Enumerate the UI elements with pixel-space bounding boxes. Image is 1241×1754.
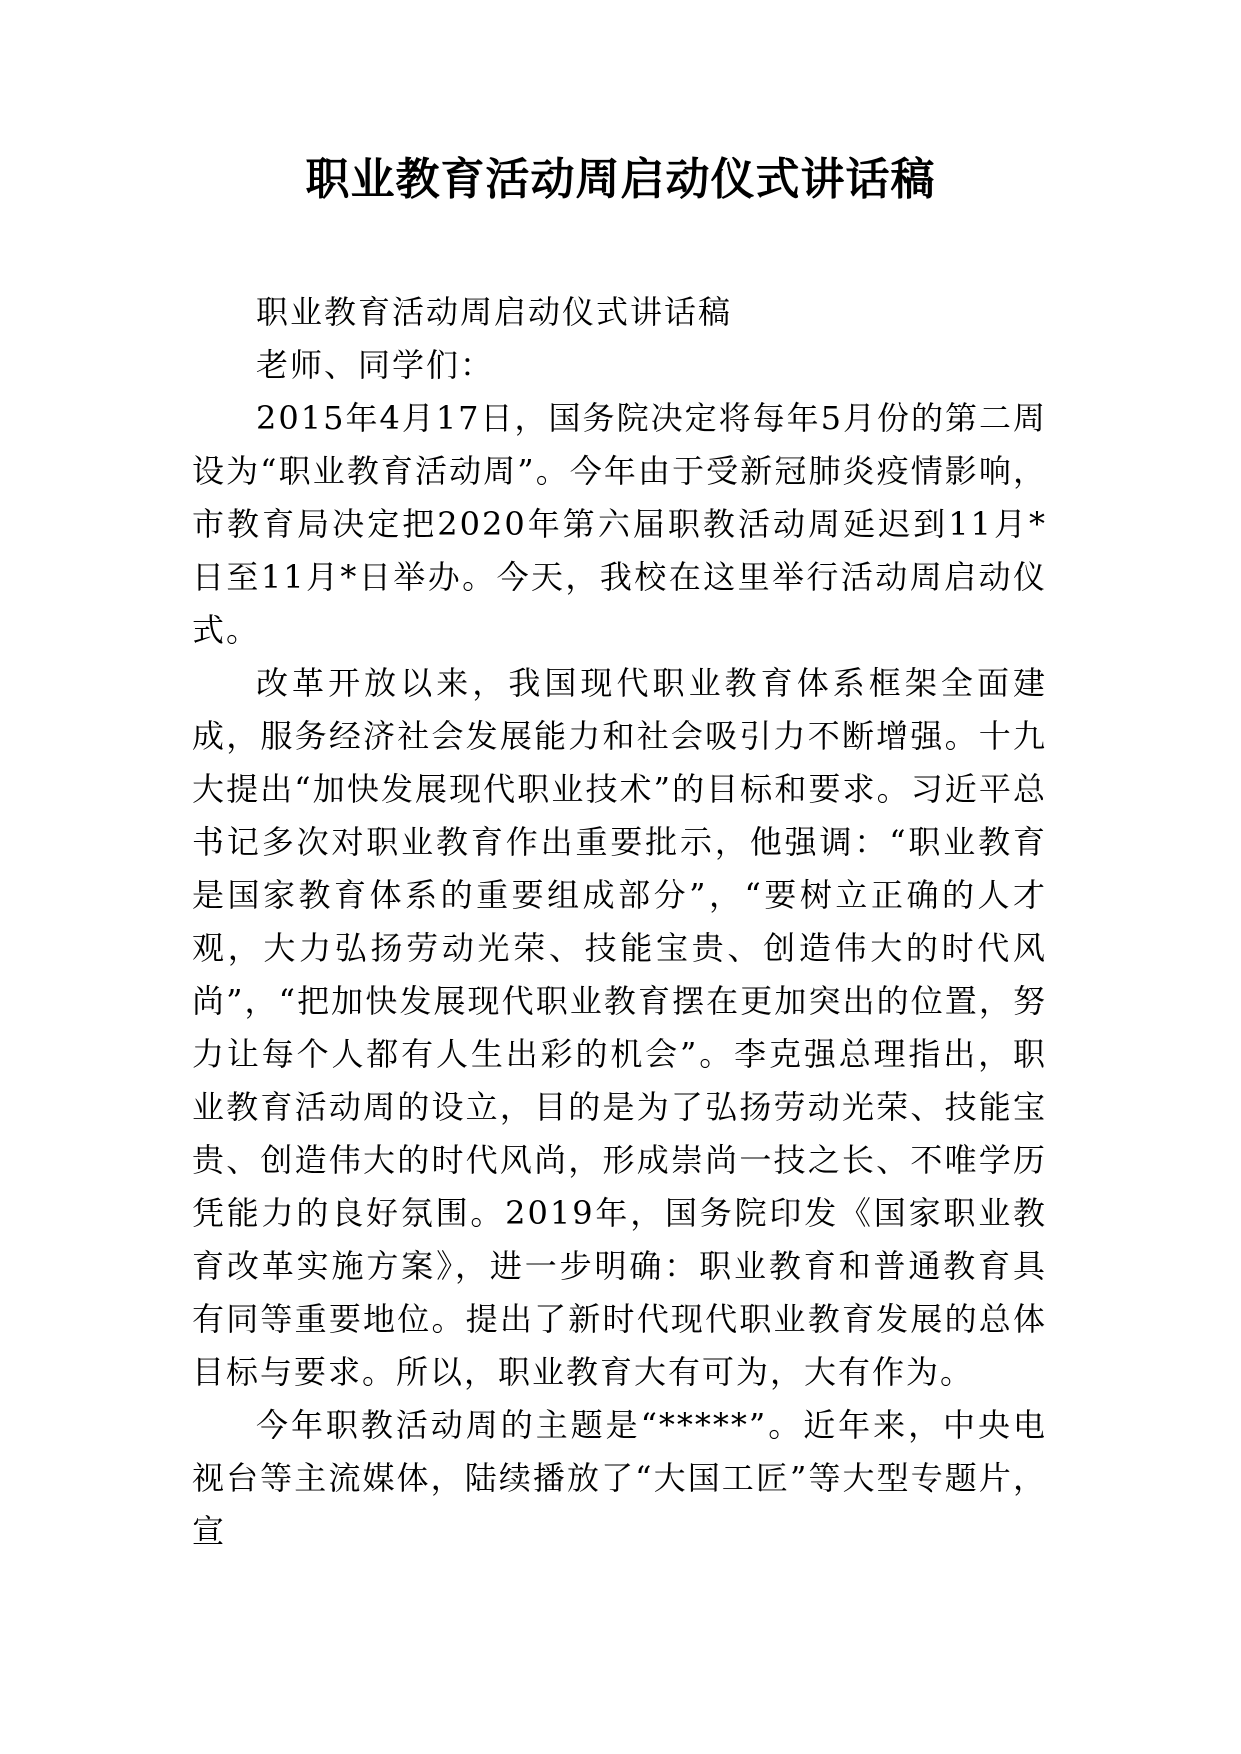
document-title: 职业教育活动周启动仪式讲话稿 (305, 154, 936, 205)
document-body (192, 286, 1047, 1558)
paragraph-salutation: 老师、同学们： (256, 346, 495, 384)
paragraph-activity-week-intro: 2015年4月17日，国务院决定将每年5月份的第二周设为“职业教育活动周”。今年由于受新冠肺炎疫情影响，市教育局决定把2020年第六届职教活动周延迟到11月*日至11月*日举办。今天，我校在这里举行活动周启动仪式。 (192, 399, 1047, 649)
paragraph-subtitle: 职业教育活动周启动仪式讲话稿 (256, 293, 733, 331)
paragraph-theme: 今年职教活动周的主题是“*****”。近年来，中央电视台等主流媒体，陆续播放了“大国工匠”等大型专题片，宣 (192, 1406, 1047, 1550)
paragraph-reform-background: 改革开放以来，我国现代职业教育体系框架全面建成，服务经济社会发展能力和社会吸引力不断增强。十九大提出“加快发展现代职业技术”的目标和要求。习近平总书记多次对职业教育作出重要批示，他强调：“职业教育是国家教育体系的重要组成部分”，“要树立正确的人才观，大力弘扬劳动光荣、技能宝贵、创造伟大的时代风尚”，“把加快发展现代职业教育摆在更加突出的位置，努力让每个人都有人生出彩的机会”。李克强总理指出，职业教育活动周的设立，目的是为了弘扬劳动光荣、技能宝贵、创造伟大的时代风尚，形成崇尚一技之长、不唯学历凭能力的良好氛围。2019年，国务院印发《国家职业教育改革实施方案》，进一步明确：职业教育和普通教育具有同等重要地位。提出了新时代现代职业教育发展的总体目标与要求。所以，职业教育大有可为，大有作为。 (192, 664, 1047, 1391)
